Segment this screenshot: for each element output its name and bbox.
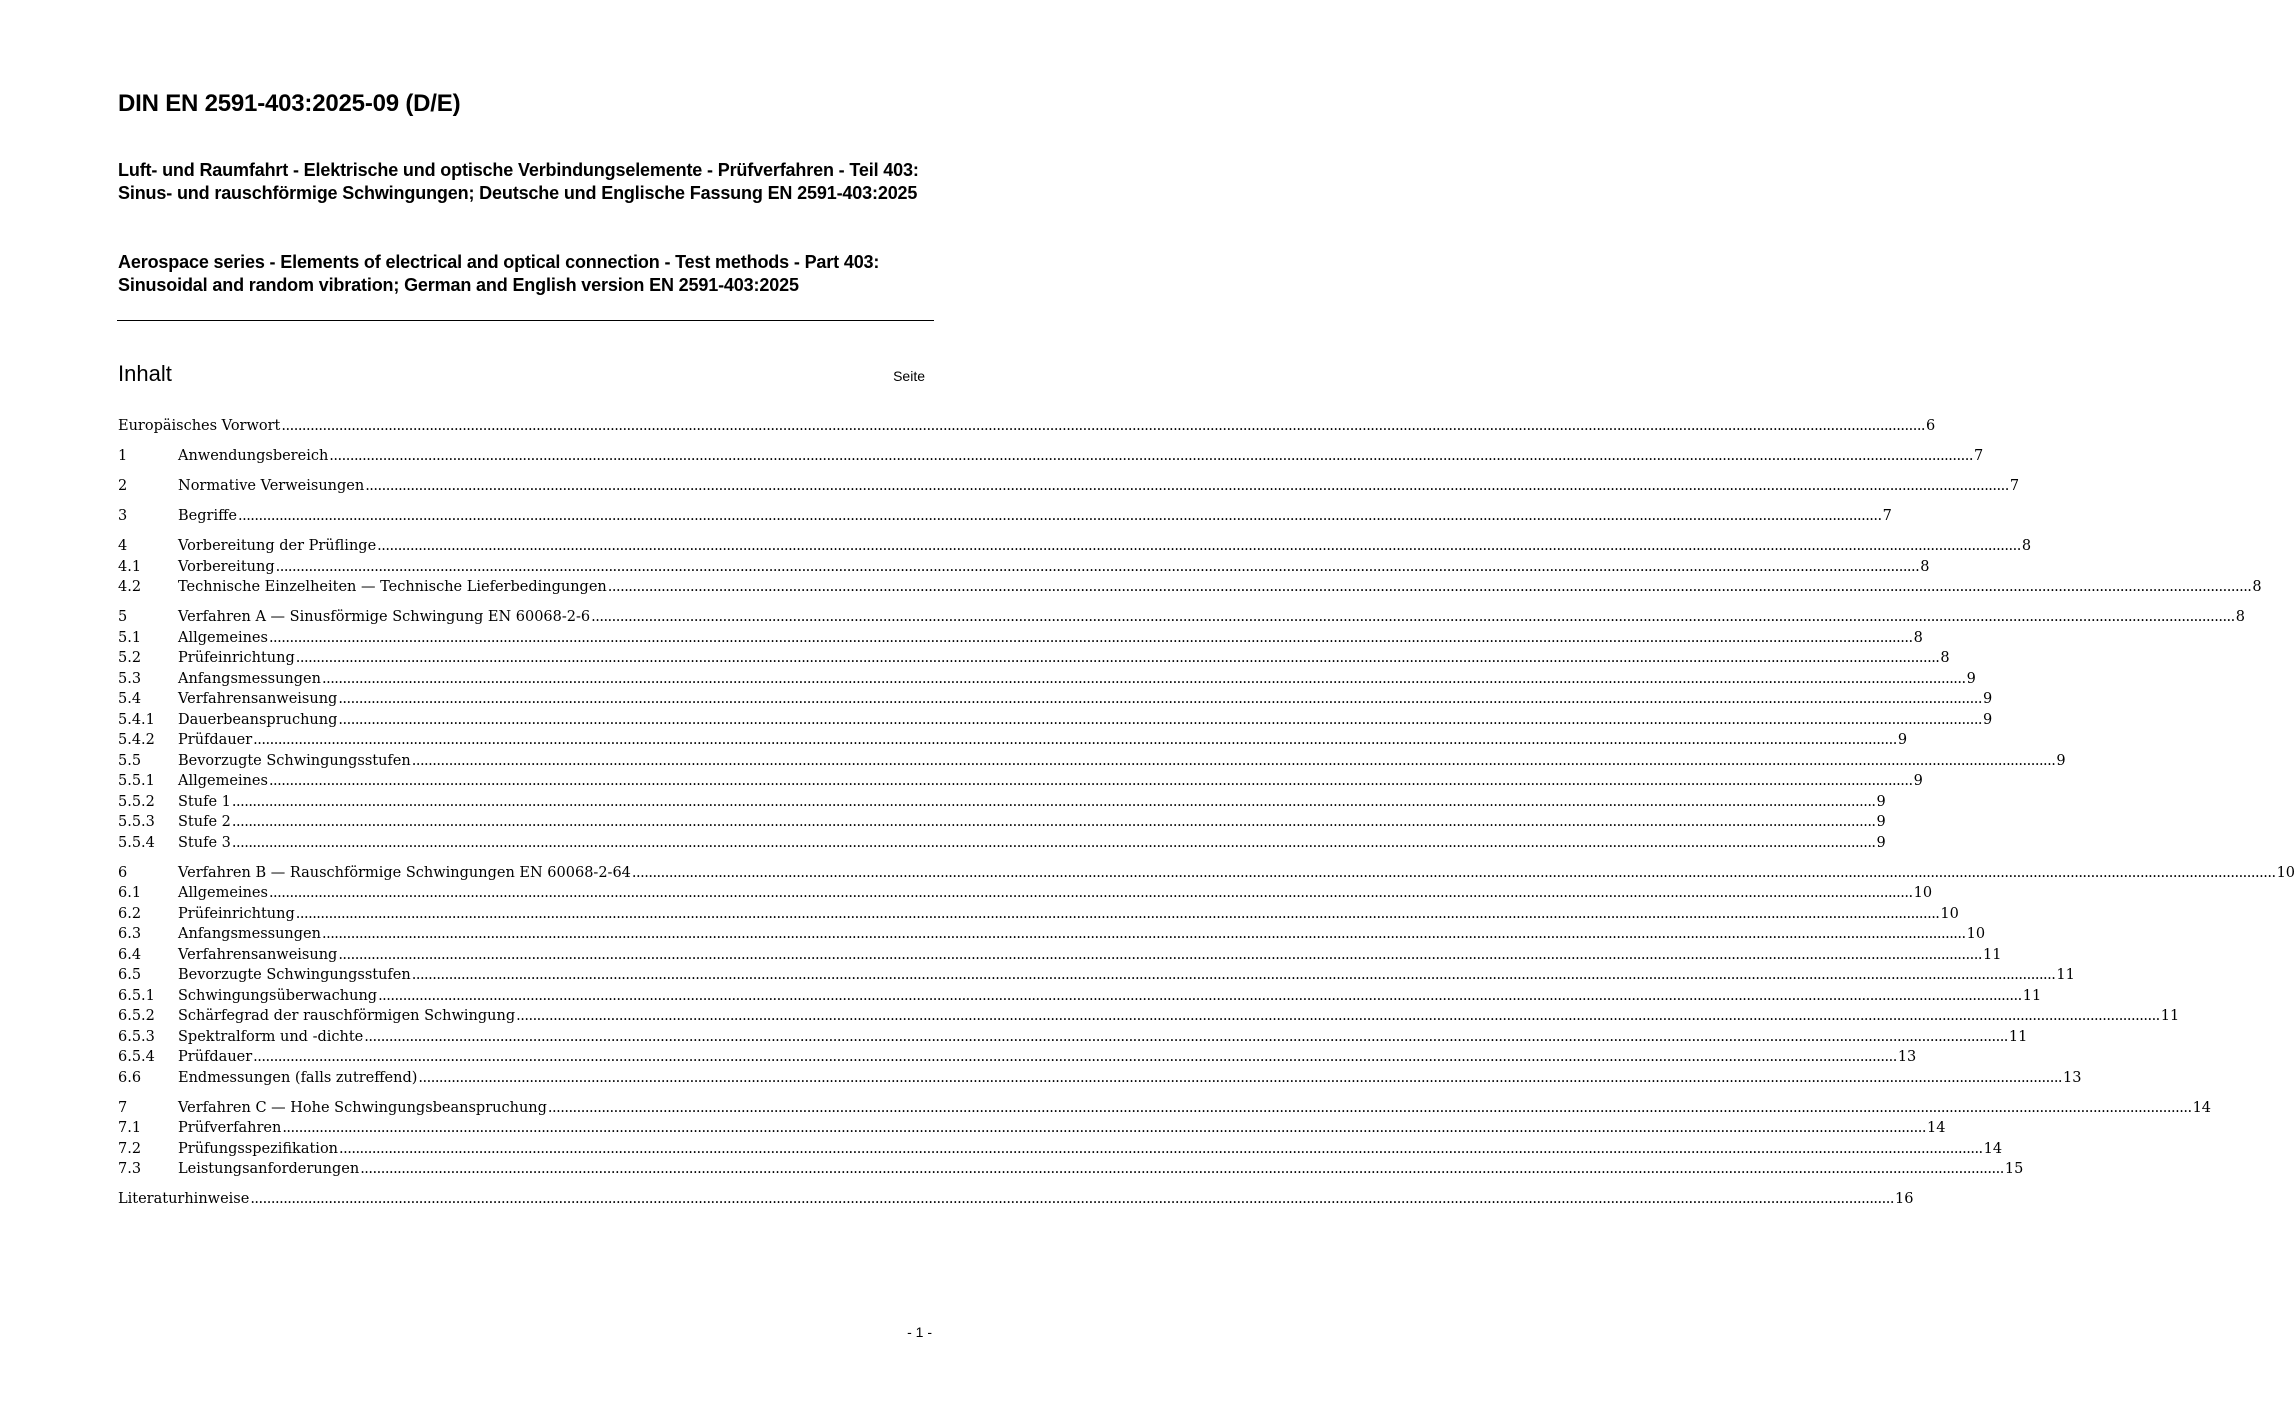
- toc-entry-title: Prüfungsspezifikation: [178, 1140, 339, 1157]
- toc-entry[interactable]: [118, 577, 2262, 598]
- toc-dot-leader: ................................................................................................................................................................................................................................................................................................................................................................................................................: [365, 478, 2009, 494]
- toc-entry-title: Europäisches Vorwort: [118, 418, 281, 434]
- toc-entry[interactable]: [118, 883, 1933, 904]
- toc-dot-leader: ................................................................................................................................................................................................................................................................................................................................................................................................................: [411, 752, 2056, 769]
- toc-entry-page: 9: [1913, 773, 1923, 789]
- toc-entry-number: 5.4.2: [118, 732, 155, 748]
- toc-entry-page: 16: [1894, 1191, 1914, 1207]
- toc-entry-title: Bevorzugte Schwingungsstufen: [178, 967, 411, 983]
- toc-dot-leader: ................................................................................................................................................................................................................................................................................................................................................................................................................: [338, 711, 1983, 728]
- toc-entry-title: Prüfdauer: [178, 1049, 253, 1065]
- toc-dot-leader: ................................................................................................................................................................................................................................................................................................................................................................................................................: [281, 418, 1926, 434]
- toc-entry-title: Verfahren B — Rauschförmige Schwingungen EN 60068-2-64: [178, 864, 631, 881]
- toc-entry-page: 8: [2021, 538, 2032, 554]
- toc-entry-page: 11: [2022, 987, 2042, 1004]
- toc-entry[interactable]: [118, 446, 1984, 467]
- toc-entry[interactable]: [118, 1189, 1914, 1210]
- document-id: DIN EN 2591-403:2025-09 (D/E): [118, 90, 461, 117]
- toc-entry-page: 9: [1876, 814, 1886, 830]
- toc-entry-number: 6.2: [118, 905, 142, 922]
- toc-dot-leader: ................................................................................................................................................................................................................................................................................................................................................................................................................: [516, 1008, 2160, 1024]
- toc-entry-page: 9: [1966, 670, 1976, 687]
- toc-entry-title: Stufe 3: [178, 834, 231, 851]
- toc-entry-page: 13: [2063, 1069, 2082, 1086]
- toc-dot-leader: ................................................................................................................................................................................................................................................................................................................................................................................................................: [377, 538, 2021, 554]
- toc-dot-leader: ................................................................................................................................................................................................................................................................................................................................................................................................................: [231, 793, 1876, 810]
- toc-dot-leader: ................................................................................................................................................................................................................................................................................................................................................................................................................: [321, 926, 1966, 942]
- toc-dot-leader: ................................................................................................................................................................................................................................................................................................................................................................................................................: [418, 1069, 2063, 1086]
- toc-entry-title: Verfahren A — Sinusförmige Schwingung EN 60068-2-6: [178, 609, 591, 625]
- toc-dot-leader: ................................................................................................................................................................................................................................................................................................................................................................................................................: [338, 691, 1982, 707]
- toc-entry[interactable]: [118, 751, 2066, 772]
- toc-entry-title: Stufe 2: [178, 814, 231, 830]
- toc-entry-title: Prüfverfahren: [178, 1120, 282, 1136]
- toc-dot-leader: ................................................................................................................................................................................................................................................................................................................................................................................................................: [631, 864, 2276, 881]
- toc-entry-number: 7: [118, 1099, 128, 1116]
- toc-entry-title: Allgemeines: [178, 773, 268, 789]
- toc-entry[interactable]: [118, 557, 1930, 578]
- toc-entry-number: 6.3: [118, 926, 142, 942]
- toc-entry-number: 7.3: [118, 1161, 142, 1177]
- toc-entry[interactable]: [118, 1098, 2212, 1119]
- toc-entry-page: 8: [2235, 609, 2246, 625]
- toc-entry[interactable]: [118, 965, 2075, 986]
- toc-entry-title: Vorbereitung: [178, 558, 275, 575]
- toc-entry-page: 7: [1882, 508, 1892, 524]
- toc-entry-number: 6.6: [118, 1069, 142, 1086]
- toc-dot-leader: ................................................................................................................................................................................................................................................................................................................................................................................................................: [411, 967, 2056, 983]
- toc-entry-number: 4.2: [118, 579, 142, 595]
- toc-entry-page: 11: [1982, 946, 2002, 963]
- toc-dot-leader: ................................................................................................................................................................................................................................................................................................................................................................................................................: [321, 670, 1966, 687]
- toc-entry-number: 3: [118, 508, 128, 524]
- toc-entry-number: 4: [118, 538, 128, 554]
- toc-entry-page: 14: [1983, 1140, 2003, 1157]
- toc-entry-page: 8: [1920, 558, 1930, 575]
- title-english: Aerospace series - Elements of electrical and optical connection - Test methods - Part 403: Sinusoidal and random vibration; German and English version EN 2591-403:2025: [118, 252, 880, 295]
- toc-entry-title: Verfahrensanweisung: [178, 691, 338, 707]
- toc-entry-title: Anfangsmessungen: [178, 926, 321, 942]
- toc-entry[interactable]: [118, 812, 1886, 833]
- toc-entry-number: 6.5.4: [118, 1049, 155, 1065]
- toc-dot-leader: ................................................................................................................................................................................................................................................................................................................................................................................................................: [231, 834, 1876, 851]
- toc-dot-leader: ................................................................................................................................................................................................................................................................................................................................................................................................................: [275, 558, 1920, 575]
- toc-entry-title: Vorbereitung der Prüflinge: [178, 538, 377, 554]
- toc-entry-number: 6.5: [118, 967, 142, 983]
- toc-entry-title: Prüfeinrichtung: [178, 650, 295, 666]
- toc-entry-page: 10: [1940, 905, 1959, 922]
- toc-entry-title: Bevorzugte Schwingungsstufen: [178, 752, 411, 769]
- toc-entry-title: Spektralform und -dichte: [178, 1028, 364, 1045]
- toc-entry[interactable]: [118, 904, 1959, 925]
- toc-entry[interactable]: [118, 506, 1892, 527]
- toc-entry-page: 15: [2004, 1161, 2024, 1177]
- toc-entry-title: Allgemeines: [178, 885, 268, 901]
- toc-dot-leader: ................................................................................................................................................................................................................................................................................................................................................................................................................: [591, 609, 2235, 625]
- toc-entry-title: Prüfdauer: [178, 732, 253, 748]
- toc-entry[interactable]: [118, 628, 1923, 649]
- toc-dot-leader: ................................................................................................................................................................................................................................................................................................................................................................................................................: [329, 448, 1973, 464]
- table-of-contents: [118, 416, 2295, 1210]
- toc-entry-number: 2: [118, 478, 128, 494]
- toc-dot-leader: ................................................................................................................................................................................................................................................................................................................................................................................................................: [547, 1099, 2192, 1116]
- toc-entry[interactable]: [118, 1047, 1917, 1068]
- toc-entry[interactable]: [118, 669, 1976, 690]
- toc-entry[interactable]: [118, 607, 2246, 628]
- toc-entry-number: 6.5.3: [118, 1028, 155, 1045]
- toc-entry[interactable]: [118, 1027, 2028, 1048]
- toc-entry-title: Allgemeines: [178, 629, 268, 646]
- toc-entry-number: 5.5.3: [118, 814, 155, 830]
- toc-entry-title: Leistungsanforderungen: [178, 1161, 360, 1177]
- toc-entry-number: 5: [118, 609, 128, 625]
- toc-entry-number: 5.3: [118, 670, 142, 687]
- toc-dot-leader: ................................................................................................................................................................................................................................................................................................................................................................................................................: [268, 629, 1913, 646]
- toc-entry-title: Schärfegrad der rauschförmigen Schwingung: [178, 1008, 516, 1024]
- toc-entry-title: Literaturhinweise: [118, 1191, 250, 1207]
- toc-entry[interactable]: [118, 986, 2042, 1007]
- toc-dot-leader: ................................................................................................................................................................................................................................................................................................................................................................................................................: [295, 905, 1940, 922]
- toc-dot-leader: ................................................................................................................................................................................................................................................................................................................................................................................................................: [268, 885, 1913, 901]
- toc-dot-leader: ................................................................................................................................................................................................................................................................................................................................................................................................................: [364, 1028, 2008, 1045]
- toc-entry-number: 7.1: [118, 1120, 142, 1136]
- toc-entry-page: 11: [2160, 1008, 2180, 1024]
- toc-entry-number: 1: [118, 448, 128, 464]
- toc-entry-number: 7.2: [118, 1140, 142, 1157]
- toc-entry-number: 5.5.2: [118, 793, 155, 810]
- toc-entry[interactable]: [118, 833, 1886, 854]
- toc-entry-page: 9: [1876, 793, 1886, 810]
- toc-entry-title: Normative Verweisungen: [178, 478, 365, 494]
- toc-entry[interactable]: [118, 1139, 2003, 1160]
- toc-entry-page: 8: [2252, 579, 2262, 595]
- toc-entry-title: Verfahrensanweisung: [178, 946, 338, 963]
- toc-entry-page: 9: [1876, 834, 1886, 851]
- toc-entry-page: 6: [1926, 418, 1936, 434]
- toc-entry-page: 9: [1983, 711, 1993, 728]
- page-number: - 1 -: [907, 1324, 932, 1340]
- toc-entry[interactable]: [118, 1068, 2082, 1089]
- toc-dot-leader: ................................................................................................................................................................................................................................................................................................................................................................................................................: [268, 773, 1913, 789]
- toc-entry-title: Prüfeinrichtung: [178, 905, 295, 922]
- toc-entry-title: Endmessungen (falls zutreffend): [178, 1069, 418, 1086]
- toc-entry-page: 13: [1897, 1049, 1917, 1065]
- toc-entry-page: 10: [1966, 926, 1986, 942]
- toc-entry[interactable]: [118, 689, 1993, 710]
- title-german: Luft- und Raumfahrt - Elektrische und optische Verbindungselemente - Prüfverfahren - Teil 403: Sinus- und rauschförmige Schwingungen; Deutsche und Englische Fassung EN 2591-403:2025: [118, 160, 919, 203]
- toc-entry-page: 11: [2056, 967, 2075, 983]
- toc-entry[interactable]: [118, 945, 2002, 966]
- toc-dot-leader: ................................................................................................................................................................................................................................................................................................................................................................................................................: [282, 1120, 1926, 1136]
- toc-entry[interactable]: [118, 476, 2020, 497]
- toc-entry-page: 10: [2276, 864, 2295, 881]
- toc-dot-leader: ................................................................................................................................................................................................................................................................................................................................................................................................................: [250, 1191, 1894, 1207]
- toc-entry-number: 6.5.2: [118, 1008, 155, 1024]
- toc-dot-leader: ................................................................................................................................................................................................................................................................................................................................................................................................................: [295, 650, 1940, 666]
- toc-entry-page: 9: [1982, 691, 1993, 707]
- toc-entry-title: Technische Einzelheiten — Technische Lieferbedingungen: [178, 579, 607, 595]
- toc-dot-leader: ................................................................................................................................................................................................................................................................................................................................................................................................................: [237, 508, 1882, 524]
- toc-entry[interactable]: [118, 730, 1908, 751]
- toc-entry-number: 5.5.4: [118, 834, 155, 851]
- toc-entry-title: Anwendungsbereich: [178, 448, 329, 464]
- toc-entry-number: 6.1: [118, 885, 142, 901]
- toc-entry-page: 14: [1926, 1120, 1946, 1136]
- toc-dot-leader: ................................................................................................................................................................................................................................................................................................................................................................................................................: [253, 732, 1897, 748]
- toc-entry-number: 6.5.1: [118, 987, 155, 1004]
- toc-entry-page: 9: [1897, 732, 1908, 748]
- toc-entry[interactable]: [118, 863, 2295, 884]
- toc-entry[interactable]: [118, 1118, 1946, 1139]
- toc-entry[interactable]: [118, 1159, 2024, 1180]
- toc-entry-title: Schwingungsüberwachung: [178, 987, 378, 1004]
- toc-entry-page: 11: [2008, 1028, 2028, 1045]
- toc-entry-page: 14: [2192, 1099, 2212, 1116]
- toc-entry-number: 5.4.1: [118, 711, 155, 728]
- toc-entry-page: 8: [1913, 629, 1923, 646]
- toc-dot-leader: ................................................................................................................................................................................................................................................................................................................................................................................................................: [360, 1161, 2004, 1177]
- toc-entry-title: Dauerbeanspruchung: [178, 711, 338, 728]
- toc-entry-title: Begriffe: [178, 508, 237, 524]
- toc-entry-page: 7: [2009, 478, 2020, 494]
- toc-entry-page: 10: [1913, 885, 1933, 901]
- toc-page-column-label: Seite: [893, 368, 925, 384]
- toc-dot-leader: ................................................................................................................................................................................................................................................................................................................................................................................................................: [253, 1049, 1897, 1065]
- toc-entry-page: 8: [1940, 650, 1950, 666]
- toc-heading: Inhalt: [118, 361, 172, 386]
- toc-entry-number: 5.5.1: [118, 773, 155, 789]
- toc-entry[interactable]: [118, 648, 1950, 669]
- toc-entry-number: 5.2: [118, 650, 142, 666]
- toc-dot-leader: ................................................................................................................................................................................................................................................................................................................................................................................................................: [231, 814, 1876, 830]
- toc-entry-number: 5.1: [118, 629, 142, 646]
- toc-entry-number: 5.4: [118, 691, 142, 707]
- toc-entry-page: 9: [2056, 752, 2066, 769]
- toc-entry-number: 5.5: [118, 752, 142, 769]
- toc-entry[interactable]: [118, 416, 1936, 437]
- toc-entry-page: 7: [1973, 448, 1984, 464]
- toc-entry[interactable]: [118, 536, 2032, 557]
- toc-entry[interactable]: [118, 710, 1993, 731]
- toc-dot-leader: ................................................................................................................................................................................................................................................................................................................................................................................................................: [338, 946, 1982, 963]
- toc-entry-title: Stufe 1: [178, 793, 231, 810]
- toc-entry[interactable]: [118, 792, 1886, 813]
- toc-entry-title: Verfahren C — Hohe Schwingungsbeanspruchung: [178, 1099, 547, 1116]
- toc-entry-number: 4.1: [118, 558, 142, 575]
- toc-entry-number: 6: [118, 864, 128, 881]
- toc-entry[interactable]: [118, 1006, 2180, 1027]
- toc-entry-title: Anfangsmessungen: [178, 670, 321, 687]
- title-divider: [117, 320, 934, 321]
- toc-entry[interactable]: [118, 924, 1986, 945]
- toc-entry[interactable]: [118, 771, 1923, 792]
- toc-dot-leader: ................................................................................................................................................................................................................................................................................................................................................................................................................: [378, 987, 2022, 1004]
- toc-entry-number: 6.4: [118, 946, 142, 963]
- toc-dot-leader: ................................................................................................................................................................................................................................................................................................................................................................................................................: [339, 1140, 1983, 1157]
- toc-dot-leader: ................................................................................................................................................................................................................................................................................................................................................................................................................: [607, 579, 2252, 595]
